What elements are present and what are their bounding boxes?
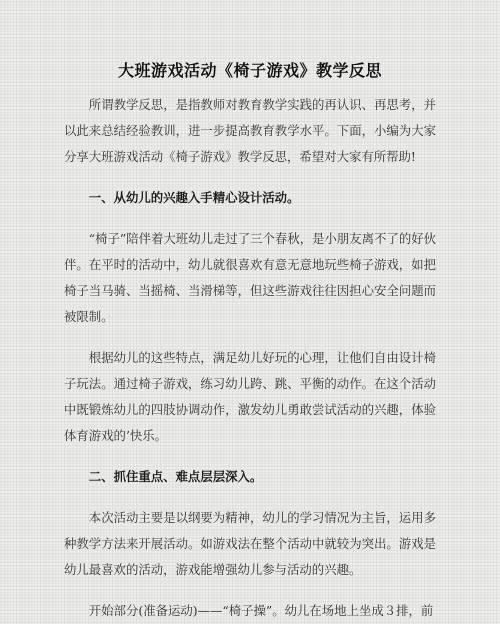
section-1-paragraph-2: 根据幼儿的这些特点，满足幼儿好玩的心理，让他们自由设计椅子玩法。通过椅子游戏，练习幼儿跨、跳、平衡的动作。在这个活动中既锻炼幼儿的四肢协调动作，激发幼儿勇敢尝试活动的兴趣，体验体育游戏的’快乐。 <box>64 350 436 443</box>
spacer <box>64 449 436 464</box>
spacer <box>64 490 436 505</box>
section-2-paragraph-2: 开始部分(准备运动)——“椅子操”。幼儿在场地上坐成３排，前 <box>88 603 434 618</box>
spacer <box>64 330 436 345</box>
section-1-heading: 一、从幼儿的兴趣入手精心设计活动。 <box>88 190 300 205</box>
spacer <box>64 583 436 598</box>
intro-paragraph: 所谓教学反思，是指教师对教育教学实践的再认识、再思考，并以此来总结经验教训，进一步提高教育教学水平。下面，小编为大家分享大班游戏活动《椅子游戏》教学反思，希望对大家有所帮助! <box>64 97 436 164</box>
section-1-paragraph-1: “椅子”陪伴着大班幼儿走过了三个春秋，是小朋友离不了的好伙伴。在平时的活动中，幼儿就很喜欢有意无意地玩些椅子游戏，如把椅子当马骑、当摇椅、当滑梯等，但这些游戏往往因担心安全问题而被限制。 <box>64 231 437 324</box>
section-2-heading: 二、抓住重点、难点层层深入。 <box>88 469 263 484</box>
title-spacer <box>64 84 436 92</box>
spacer <box>64 170 436 185</box>
spacer <box>64 211 436 226</box>
section-2-paragraph-1: 本次活动主要是以纲要为精神，幼儿的学习情况为主旨，运用多种教学方法来开展活动。如游戏法在整个活动中就较为突出。游戏是幼儿最喜欢的活动，游戏能增强幼儿参与活动的兴趣。 <box>64 510 436 577</box>
article-title: 大班游戏活动《椅子游戏》教学反思 <box>117 61 382 80</box>
